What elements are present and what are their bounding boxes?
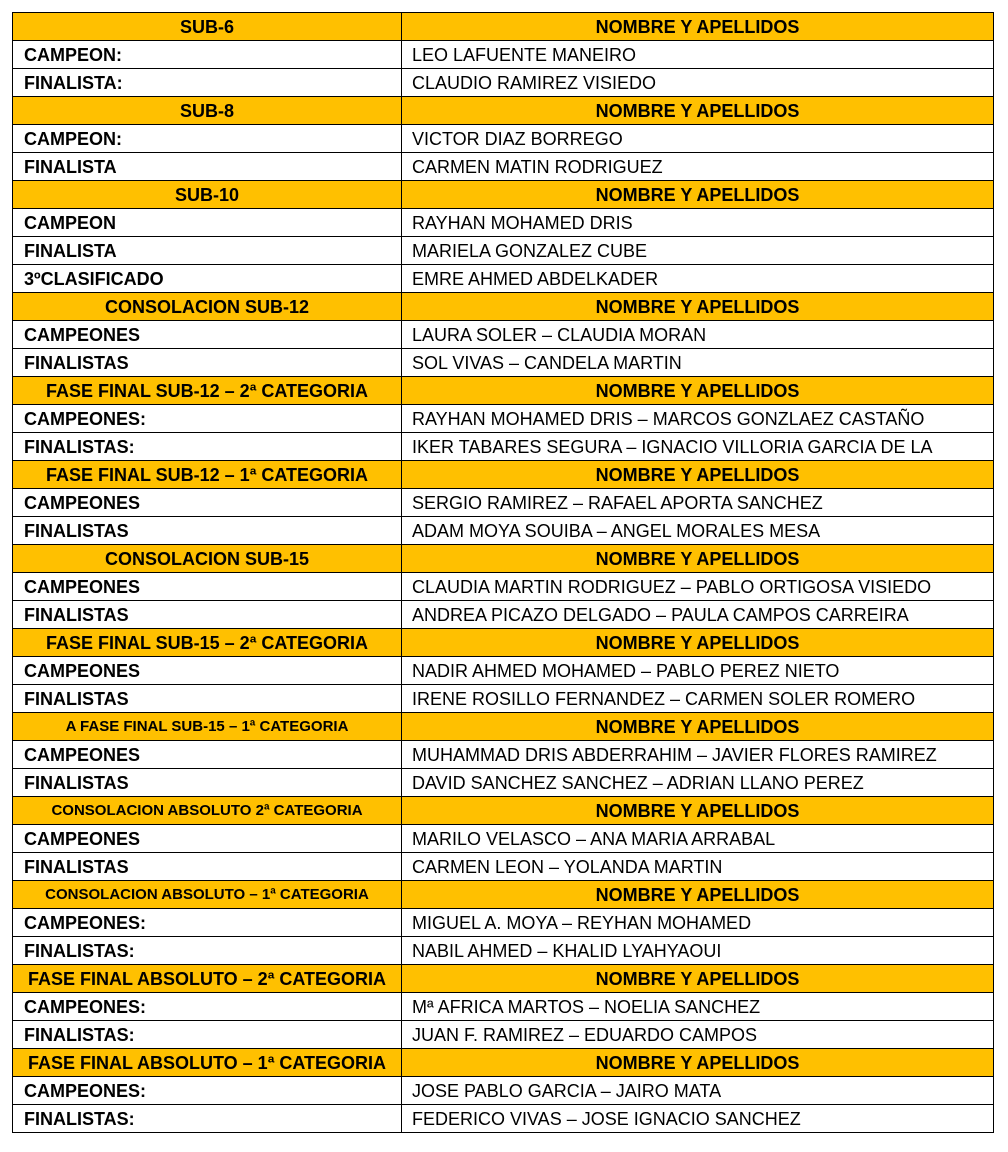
table-row [13, 937, 994, 965]
names-column-header: NOMBRE Y APELLIDOS [402, 293, 994, 321]
player-names: CLAUDIA MARTIN RODRIGUEZ – PABLO ORTIGOSA VISIEDO [402, 573, 994, 601]
placement-label: FINALISTA [13, 237, 402, 265]
category-title: CONSOLACION SUB-15 [13, 545, 402, 573]
player-names: RAYHAN MOHAMED DRIS [402, 209, 994, 237]
category-title: FASE FINAL SUB-12 – 1ª CATEGORIA [13, 461, 402, 489]
placement-label: CAMPEON [13, 209, 402, 237]
placement-label: CAMPEONES [13, 573, 402, 601]
category-title: FASE FINAL SUB-15 – 2ª CATEGORIA [13, 629, 402, 657]
table-row [13, 265, 994, 293]
section-header-row [13, 97, 994, 125]
table-row [13, 909, 994, 937]
category-title: CONSOLACION SUB-12 [13, 293, 402, 321]
player-names: NABIL AHMED – KHALID LYAHYAOUI [402, 937, 994, 965]
table-row [13, 769, 994, 797]
category-title: SUB-10 [13, 181, 402, 209]
placement-label: FINALISTA: [13, 69, 402, 97]
player-names: IRENE ROSILLO FERNANDEZ – CARMEN SOLER ROMERO [402, 685, 994, 713]
names-column-header: NOMBRE Y APELLIDOS [402, 629, 994, 657]
category-title: CONSOLACION ABSOLUTO 2ª CATEGORIA [13, 797, 402, 825]
player-names: NADIR AHMED MOHAMED – PABLO PEREZ NIETO [402, 657, 994, 685]
names-column-header: NOMBRE Y APELLIDOS [402, 881, 994, 909]
placement-label: CAMPEON: [13, 125, 402, 153]
placement-label: CAMPEONES [13, 321, 402, 349]
player-names: JUAN F. RAMIREZ – EDUARDO CAMPOS [402, 1021, 994, 1049]
table-row [13, 601, 994, 629]
table-row [13, 993, 994, 1021]
placement-label: CAMPEONES: [13, 909, 402, 937]
names-column-header: NOMBRE Y APELLIDOS [402, 181, 994, 209]
names-column-header: NOMBRE Y APELLIDOS [402, 1049, 994, 1077]
names-column-header: NOMBRE Y APELLIDOS [402, 545, 994, 573]
table-row [13, 41, 994, 69]
placement-label: FINALISTAS [13, 349, 402, 377]
player-names: DAVID SANCHEZ SANCHEZ – ADRIAN LLANO PEREZ [402, 769, 994, 797]
player-names: EMRE AHMED ABDELKADER [402, 265, 994, 293]
player-names: FEDERICO VIVAS – JOSE IGNACIO SANCHEZ [402, 1105, 994, 1133]
placement-label: FINALISTAS: [13, 937, 402, 965]
player-names: Mª AFRICA MARTOS – NOELIA SANCHEZ [402, 993, 994, 1021]
player-names: MUHAMMAD DRIS ABDERRAHIM – JAVIER FLORES RAMIREZ [402, 741, 994, 769]
category-title: CONSOLACION ABSOLUTO – 1ª CATEGORIA [13, 881, 402, 909]
table-row [13, 489, 994, 517]
category-title: A FASE FINAL SUB-15 – 1ª CATEGORIA [13, 713, 402, 741]
section-header-row [13, 13, 994, 41]
section-header-row [13, 293, 994, 321]
section-header-row [13, 797, 994, 825]
placement-label: CAMPEONES [13, 825, 402, 853]
placement-label: CAMPEONES: [13, 1077, 402, 1105]
category-title: FASE FINAL ABSOLUTO – 2ª CATEGORIA [13, 965, 402, 993]
table-row [13, 853, 994, 881]
player-names: LAURA SOLER – CLAUDIA MORAN [402, 321, 994, 349]
placement-label: FINALISTAS [13, 853, 402, 881]
player-names: ANDREA PICAZO DELGADO – PAULA CAMPOS CARREIRA [402, 601, 994, 629]
player-names: SERGIO RAMIREZ – RAFAEL APORTA SANCHEZ [402, 489, 994, 517]
placement-label: 3ºCLASIFICADO [13, 265, 402, 293]
placement-label: CAMPEONES [13, 489, 402, 517]
placement-label: CAMPEON: [13, 41, 402, 69]
table-row [13, 125, 994, 153]
table-row [13, 825, 994, 853]
names-column-header: NOMBRE Y APELLIDOS [402, 713, 994, 741]
placement-label: FINALISTAS [13, 685, 402, 713]
category-title: SUB-6 [13, 13, 402, 41]
section-header-row [13, 1049, 994, 1077]
names-column-header: NOMBRE Y APELLIDOS [402, 965, 994, 993]
player-names: MARILO VELASCO – ANA MARIA ARRABAL [402, 825, 994, 853]
section-header-row [13, 181, 994, 209]
names-column-header: NOMBRE Y APELLIDOS [402, 797, 994, 825]
table-row [13, 237, 994, 265]
table-row [13, 517, 994, 545]
table-row [13, 1077, 994, 1105]
player-names: IKER TABARES SEGURA – IGNACIO VILLORIA GARCIA DE LA [402, 433, 994, 461]
placement-label: CAMPEONES: [13, 405, 402, 433]
results-sheet [12, 12, 993, 1133]
table-row [13, 1105, 994, 1133]
placement-label: FINALISTAS [13, 517, 402, 545]
table-row [13, 405, 994, 433]
section-header-row [13, 713, 994, 741]
table-row [13, 153, 994, 181]
table-row [13, 741, 994, 769]
category-title: FASE FINAL ABSOLUTO – 1ª CATEGORIA [13, 1049, 402, 1077]
player-names: JOSE PABLO GARCIA – JAIRO MATA [402, 1077, 994, 1105]
results-table [12, 12, 994, 1133]
results-table-body [13, 13, 994, 1133]
table-row [13, 321, 994, 349]
table-row [13, 349, 994, 377]
player-names: CARMEN LEON – YOLANDA MARTIN [402, 853, 994, 881]
player-names: CARMEN MATIN RODRIGUEZ [402, 153, 994, 181]
placement-label: CAMPEONES [13, 657, 402, 685]
player-names: MARIELA GONZALEZ CUBE [402, 237, 994, 265]
table-row [13, 685, 994, 713]
section-header-row [13, 545, 994, 573]
placement-label: CAMPEONES: [13, 993, 402, 1021]
section-header-row [13, 377, 994, 405]
placement-label: FINALISTAS: [13, 433, 402, 461]
section-header-row [13, 629, 994, 657]
player-names: SOL VIVAS – CANDELA MARTIN [402, 349, 994, 377]
player-names: MIGUEL A. MOYA – REYHAN MOHAMED [402, 909, 994, 937]
placement-label: FINALISTAS: [13, 1105, 402, 1133]
placement-label: FINALISTAS [13, 769, 402, 797]
names-column-header: NOMBRE Y APELLIDOS [402, 13, 994, 41]
names-column-header: NOMBRE Y APELLIDOS [402, 377, 994, 405]
player-names: ADAM MOYA SOUIBA – ANGEL MORALES MESA [402, 517, 994, 545]
names-column-header: NOMBRE Y APELLIDOS [402, 461, 994, 489]
names-column-header: NOMBRE Y APELLIDOS [402, 97, 994, 125]
table-row [13, 433, 994, 461]
placement-label: FINALISTAS: [13, 1021, 402, 1049]
player-names: CLAUDIO RAMIREZ VISIEDO [402, 69, 994, 97]
table-row [13, 573, 994, 601]
placement-label: FINALISTAS [13, 601, 402, 629]
table-row [13, 1021, 994, 1049]
placement-label: FINALISTA [13, 153, 402, 181]
section-header-row [13, 881, 994, 909]
table-row [13, 657, 994, 685]
table-row [13, 69, 994, 97]
player-names: LEO LAFUENTE MANEIRO [402, 41, 994, 69]
table-row [13, 209, 994, 237]
section-header-row [13, 461, 994, 489]
player-names: RAYHAN MOHAMED DRIS – MARCOS GONZLAEZ CASTAÑO [402, 405, 994, 433]
section-header-row [13, 965, 994, 993]
player-names: VICTOR DIAZ BORREGO [402, 125, 994, 153]
category-title: SUB-8 [13, 97, 402, 125]
placement-label: CAMPEONES [13, 741, 402, 769]
category-title: FASE FINAL SUB-12 – 2ª CATEGORIA [13, 377, 402, 405]
